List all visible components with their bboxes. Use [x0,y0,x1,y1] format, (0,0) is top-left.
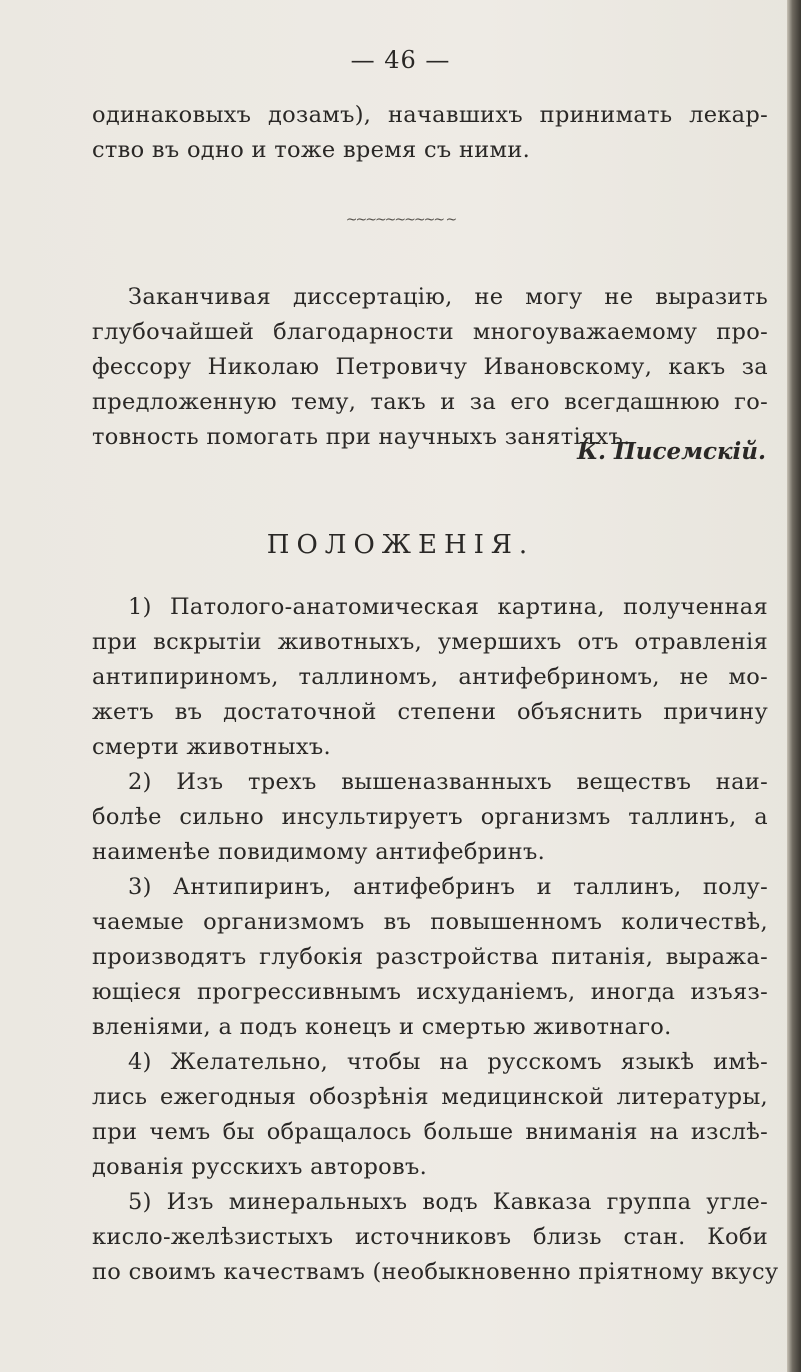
thesis-line: 4) Желательно, чтобы на русскомъ языкѣ имѣ- [128,1049,768,1075]
thesis-line: дованія русскихъ авторовъ. [92,1154,428,1180]
thesis-line: при вскрытіи животныхъ, умершихъ отъ отравленія [92,629,768,655]
theses-heading: ПОЛОЖЕНІЯ. [266,530,535,560]
thesis-line: 2) Изъ трехъ вышеназванныхъ веществъ наи- [128,769,768,795]
text-line: Заканчивая диссертацію, не могу не выразить [128,284,768,310]
text-line: глубочайшей благодарности многоуважаемому про- [92,319,768,345]
text-line: одинаковыхъ дозамъ), начавшихъ принимать лекар- [92,102,768,128]
thesis-line: при чемъ бы обращалось больше вниманія на изслѣ- [92,1119,768,1145]
thesis-line: смерти животныхъ. [92,734,331,760]
acknowledgment-paragraph [92,280,768,455]
text-line: товность помогать при научныхъ занятіяхъ. [92,424,631,450]
thesis-line: антипириномъ, таллиномъ, антифебриномъ, не мо- [92,664,768,690]
theses-list [92,590,779,1290]
thesis-line: 5) Изъ минеральныхъ водъ Кавказа группа угле- [128,1189,768,1215]
thesis-line: кисло-желѣзистыхъ источниковъ близь стан. Коби [92,1224,768,1250]
thesis-line: ющіеся прогрессивнымъ исхуданіемъ, иногда изъяз- [92,979,768,1005]
intro-paragraph [92,98,768,168]
thesis-line: 3) Антипиринъ, антифебринъ и таллинъ, полу- [128,874,768,900]
thesis-line: болѣе сильно инсультируетъ организмъ таллинъ, а [92,804,768,830]
text-line: фессору Николаю Петровичу Ивановскому, какъ за [92,354,768,380]
ornament-divider: ~~~~~~~~~~ ~ [345,212,456,228]
thesis-line: наименѣе повидимому антифебринъ. [92,839,546,865]
thesis-line: 1) Патолого-анатомическая картина, полученная [128,594,768,620]
thesis-line: по своимъ качествамъ (необыкновенно пріятному вкусу [92,1259,779,1285]
author-signature: К. Писемскій. [577,438,766,465]
thesis-line: жетъ въ достаточной степени объяснить причину [92,699,768,725]
thesis-line: чаемые организмомъ въ повышенномъ количествѣ, [92,909,768,935]
page-number: — 46 — [350,46,451,74]
text-line: предложенную тему, такъ и за его всегдашнюю го- [92,389,768,415]
thesis-line: лись ежегодныя обозрѣнія медицинской литературы, [92,1084,768,1110]
thesis-line: производятъ глубокія разстройства питанія, выража- [92,944,768,970]
page-edge-shadow [787,0,801,1372]
text-line: ство въ одно и тоже время съ ними. [92,137,531,163]
thesis-line: вленіями, а подъ конецъ и смертью животнаго. [92,1014,672,1040]
